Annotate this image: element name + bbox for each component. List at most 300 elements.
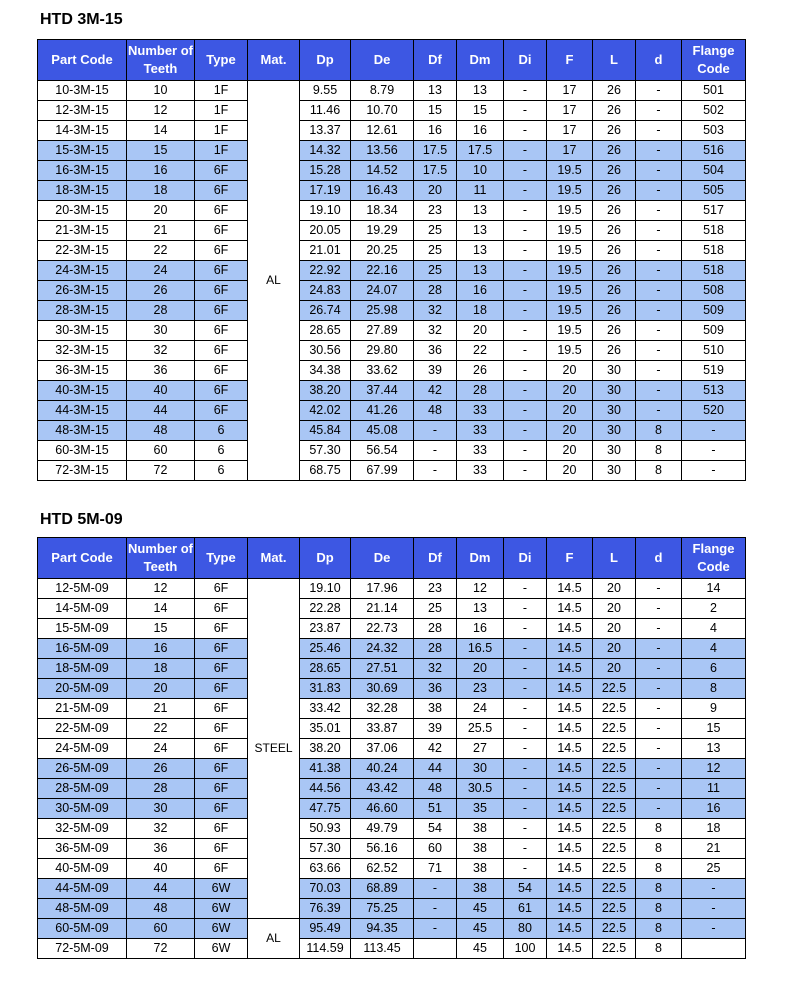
cell-dm: 18 [457, 301, 504, 321]
column-header-part-code: Part Code [38, 538, 127, 579]
cell-teeth: 21 [127, 699, 195, 719]
cell-df: 23 [414, 201, 457, 221]
cell-l: 26 [593, 261, 636, 281]
cell-l: 22.5 [593, 699, 636, 719]
cell-f: 20 [547, 461, 593, 481]
cell-dm: 17.5 [457, 141, 504, 161]
cell-dm: 33 [457, 441, 504, 461]
column-header-d: d [636, 40, 682, 81]
cell-dm: 27 [457, 739, 504, 759]
cell-part-code: 30-3M-15 [38, 321, 127, 341]
column-header-df: Df [414, 538, 457, 579]
cell-f: 19.5 [547, 221, 593, 241]
cell-l: 26 [593, 281, 636, 301]
cell-df: 54 [414, 819, 457, 839]
cell-dm: 30 [457, 759, 504, 779]
cell-d: - [636, 779, 682, 799]
table-row [38, 101, 746, 121]
cell-d: - [636, 261, 682, 281]
cell-flange-code: - [682, 919, 746, 939]
cell-di: - [504, 381, 547, 401]
cell-flange-code: 2 [682, 599, 746, 619]
cell-teeth: 24 [127, 261, 195, 281]
cell-type: 6F [195, 579, 248, 599]
cell-dp: 14.32 [300, 141, 351, 161]
cell-dm: 22 [457, 341, 504, 361]
cell-teeth: 48 [127, 899, 195, 919]
cell-de: 21.14 [351, 599, 414, 619]
cell-df: 25 [414, 599, 457, 619]
cell-dm: 16 [457, 619, 504, 639]
cell-part-code: 14-3M-15 [38, 121, 127, 141]
cell-l: 20 [593, 659, 636, 679]
cell-di: 100 [504, 939, 547, 959]
cell-teeth: 60 [127, 919, 195, 939]
cell-de: 41.26 [351, 401, 414, 421]
cell-df: 16 [414, 121, 457, 141]
cell-df: 42 [414, 381, 457, 401]
cell-part-code: 12-5M-09 [38, 579, 127, 599]
cell-de: 113.45 [351, 939, 414, 959]
cell-part-code: 48-5M-09 [38, 899, 127, 919]
cell-di: - [504, 839, 547, 859]
cell-de: 25.98 [351, 301, 414, 321]
column-header-type: Type [195, 40, 248, 81]
cell-de: 24.07 [351, 281, 414, 301]
column-header-number-of-teeth: Number of Teeth [127, 40, 195, 81]
cell-df: 32 [414, 301, 457, 321]
cell-d: 8 [636, 819, 682, 839]
cell-l: 22.5 [593, 759, 636, 779]
cell-teeth: 36 [127, 361, 195, 381]
cell-part-code: 24-5M-09 [38, 739, 127, 759]
cell-d: - [636, 221, 682, 241]
cell-part-code: 16-3M-15 [38, 161, 127, 181]
cell-d: - [636, 699, 682, 719]
cell-l: 22.5 [593, 839, 636, 859]
cell-flange-code: - [682, 461, 746, 481]
table-row [38, 579, 746, 599]
cell-f: 20 [547, 401, 593, 421]
cell-type: 1F [195, 121, 248, 141]
cell-f: 17 [547, 81, 593, 101]
cell-type: 6F [195, 819, 248, 839]
column-header-d: d [636, 538, 682, 579]
cell-part-code: 60-3M-15 [38, 441, 127, 461]
cell-dm: 33 [457, 401, 504, 421]
cell-dm: 15 [457, 101, 504, 121]
table-row [38, 619, 746, 639]
cell-l: 22.5 [593, 899, 636, 919]
cell-df: 36 [414, 341, 457, 361]
cell-f: 19.5 [547, 321, 593, 341]
cell-part-code: 26-5M-09 [38, 759, 127, 779]
cell-f: 19.5 [547, 261, 593, 281]
cell-di: - [504, 799, 547, 819]
cell-l: 22.5 [593, 859, 636, 879]
cell-teeth: 72 [127, 461, 195, 481]
cell-part-code: 24-3M-15 [38, 261, 127, 281]
cell-dm: 25.5 [457, 719, 504, 739]
cell-dm: 35 [457, 799, 504, 819]
cell-di: - [504, 639, 547, 659]
cell-l: 26 [593, 341, 636, 361]
cell-l: 26 [593, 141, 636, 161]
cell-flange-code: 513 [682, 381, 746, 401]
cell-di: - [504, 241, 547, 261]
column-header-flange-code: Flange Code [682, 538, 746, 579]
cell-d: 8 [636, 441, 682, 461]
cell-df: - [414, 879, 457, 899]
cell-l: 26 [593, 161, 636, 181]
cell-df: - [414, 461, 457, 481]
cell-l: 30 [593, 421, 636, 441]
cell-de: 37.06 [351, 739, 414, 759]
table-row [38, 699, 746, 719]
cell-di: - [504, 121, 547, 141]
cell-teeth: 24 [127, 739, 195, 759]
cell-f: 17 [547, 121, 593, 141]
cell-d: - [636, 181, 682, 201]
cell-teeth: 44 [127, 879, 195, 899]
cell-f: 14.5 [547, 839, 593, 859]
cell-f: 17 [547, 101, 593, 121]
cell-df: - [414, 899, 457, 919]
column-header-dm: Dm [457, 40, 504, 81]
cell-di: 80 [504, 919, 547, 939]
column-header-number-of-teeth: Number of Teeth [127, 538, 195, 579]
cell-type: 6F [195, 739, 248, 759]
cell-d: 8 [636, 899, 682, 919]
table-row [38, 819, 746, 839]
cell-f: 14.5 [547, 939, 593, 959]
cell-dp: 9.55 [300, 81, 351, 101]
cell-teeth: 18 [127, 659, 195, 679]
cell-d: - [636, 659, 682, 679]
cell-di: 54 [504, 879, 547, 899]
cell-di: - [504, 461, 547, 481]
cell-type: 6F [195, 381, 248, 401]
cell-type: 6 [195, 421, 248, 441]
cell-de: 37.44 [351, 381, 414, 401]
cell-teeth: 28 [127, 301, 195, 321]
column-header-type: Type [195, 538, 248, 579]
table-row [38, 361, 746, 381]
cell-teeth: 16 [127, 639, 195, 659]
cell-type: 6F [195, 201, 248, 221]
cell-teeth: 36 [127, 839, 195, 859]
cell-flange-code: 18 [682, 819, 746, 839]
cell-teeth: 15 [127, 141, 195, 161]
cell-di: - [504, 261, 547, 281]
cell-df: 60 [414, 839, 457, 859]
table-row [38, 461, 746, 481]
table-row [38, 441, 746, 461]
cell-di: - [504, 579, 547, 599]
cell-di: - [504, 301, 547, 321]
cell-l: 22.5 [593, 679, 636, 699]
cell-de: 68.89 [351, 879, 414, 899]
cell-dm: 38 [457, 859, 504, 879]
cell-de: 18.34 [351, 201, 414, 221]
cell-df: 48 [414, 779, 457, 799]
cell-dp: 25.46 [300, 639, 351, 659]
cell-part-code: 44-5M-09 [38, 879, 127, 899]
cell-l: 22.5 [593, 719, 636, 739]
cell-di: - [504, 619, 547, 639]
cell-dp: 47.75 [300, 799, 351, 819]
cell-di: - [504, 421, 547, 441]
cell-dm: 16 [457, 281, 504, 301]
cell-f: 19.5 [547, 201, 593, 221]
cell-type: 6W [195, 939, 248, 959]
cell-flange-code: 16 [682, 799, 746, 819]
material-cell: AL [248, 919, 300, 959]
cell-dm: 10 [457, 161, 504, 181]
cell-d: - [636, 401, 682, 421]
table-row [38, 859, 746, 879]
cell-dm: 16.5 [457, 639, 504, 659]
cell-d: 8 [636, 919, 682, 939]
cell-l: 26 [593, 101, 636, 121]
cell-dp: 42.02 [300, 401, 351, 421]
cell-dp: 95.49 [300, 919, 351, 939]
cell-l: 30 [593, 361, 636, 381]
cell-part-code: 16-5M-09 [38, 639, 127, 659]
cell-teeth: 20 [127, 679, 195, 699]
cell-dm: 28 [457, 381, 504, 401]
cell-di: - [504, 201, 547, 221]
cell-d: - [636, 301, 682, 321]
table-row [38, 301, 746, 321]
cell-flange-code: - [682, 899, 746, 919]
cell-part-code: 26-3M-15 [38, 281, 127, 301]
cell-l: 22.5 [593, 879, 636, 899]
cell-dp: 34.38 [300, 361, 351, 381]
cell-df: 38 [414, 699, 457, 719]
cell-de: 22.16 [351, 261, 414, 281]
cell-flange-code: 15 [682, 719, 746, 739]
cell-flange-code: - [682, 421, 746, 441]
cell-dp: 19.10 [300, 201, 351, 221]
cell-type: 6F [195, 599, 248, 619]
cell-dp: 70.03 [300, 879, 351, 899]
cell-di: - [504, 401, 547, 421]
cell-d: - [636, 579, 682, 599]
cell-teeth: 72 [127, 939, 195, 959]
cell-df: 17.5 [414, 161, 457, 181]
table-row [38, 421, 746, 441]
cell-de: 33.62 [351, 361, 414, 381]
cell-d: 8 [636, 421, 682, 441]
cell-flange-code: 4 [682, 639, 746, 659]
cell-flange-code: 518 [682, 261, 746, 281]
cell-type: 6W [195, 879, 248, 899]
cell-dm: 13 [457, 221, 504, 241]
column-header-mat: Mat. [248, 538, 300, 579]
cell-df: 25 [414, 261, 457, 281]
section-title-htd-3m-15: HTD 3M-15 [40, 11, 123, 28]
cell-f: 14.5 [547, 899, 593, 919]
cell-part-code: 36-5M-09 [38, 839, 127, 859]
column-header-dp: Dp [300, 538, 351, 579]
cell-dm: 16 [457, 121, 504, 141]
cell-teeth: 18 [127, 181, 195, 201]
cell-df: 28 [414, 639, 457, 659]
cell-teeth: 60 [127, 441, 195, 461]
cell-dm: 26 [457, 361, 504, 381]
cell-teeth: 26 [127, 281, 195, 301]
table-row [38, 341, 746, 361]
cell-f: 20 [547, 421, 593, 441]
cell-l: 22.5 [593, 819, 636, 839]
cell-f: 14.5 [547, 639, 593, 659]
cell-part-code: 21-5M-09 [38, 699, 127, 719]
cell-type: 6W [195, 919, 248, 939]
cell-part-code: 15-5M-09 [38, 619, 127, 639]
cell-de: 32.28 [351, 699, 414, 719]
cell-l: 26 [593, 121, 636, 141]
cell-flange-code: 8 [682, 679, 746, 699]
table-row [38, 261, 746, 281]
cell-part-code: 72-3M-15 [38, 461, 127, 481]
cell-de: 19.29 [351, 221, 414, 241]
cell-di: - [504, 859, 547, 879]
cell-dm: 11 [457, 181, 504, 201]
cell-d: - [636, 201, 682, 221]
cell-di: - [504, 759, 547, 779]
cell-dp: 38.20 [300, 381, 351, 401]
cell-flange-code: 518 [682, 241, 746, 261]
cell-part-code: 18-5M-09 [38, 659, 127, 679]
cell-di: - [504, 81, 547, 101]
cell-type: 1F [195, 141, 248, 161]
table-row [38, 221, 746, 241]
cell-di: - [504, 181, 547, 201]
cell-de: 67.99 [351, 461, 414, 481]
cell-di: - [504, 281, 547, 301]
cell-teeth: 14 [127, 121, 195, 141]
cell-dp: 44.56 [300, 779, 351, 799]
cell-dp: 15.28 [300, 161, 351, 181]
cell-l: 20 [593, 639, 636, 659]
cell-flange-code: 510 [682, 341, 746, 361]
cell-flange-code: 519 [682, 361, 746, 381]
cell-d: - [636, 739, 682, 759]
cell-di: - [504, 221, 547, 241]
cell-de: 20.25 [351, 241, 414, 261]
cell-type: 6W [195, 899, 248, 919]
cell-flange-code: - [682, 879, 746, 899]
cell-part-code: 40-5M-09 [38, 859, 127, 879]
cell-l: 26 [593, 81, 636, 101]
cell-d: - [636, 619, 682, 639]
cell-l: 22.5 [593, 739, 636, 759]
cell-dp: 26.74 [300, 301, 351, 321]
cell-dp: 68.75 [300, 461, 351, 481]
cell-df: 28 [414, 619, 457, 639]
cell-part-code: 44-3M-15 [38, 401, 127, 421]
cell-dp: 38.20 [300, 739, 351, 759]
cell-l: 26 [593, 321, 636, 341]
table-row [38, 161, 746, 181]
cell-df: - [414, 441, 457, 461]
cell-teeth: 22 [127, 719, 195, 739]
cell-f: 20 [547, 381, 593, 401]
cell-teeth: 32 [127, 819, 195, 839]
cell-d: - [636, 639, 682, 659]
cell-de: 10.70 [351, 101, 414, 121]
cell-di: 61 [504, 899, 547, 919]
table-row [38, 799, 746, 819]
cell-teeth: 28 [127, 779, 195, 799]
cell-de: 45.08 [351, 421, 414, 441]
cell-di: - [504, 819, 547, 839]
cell-dm: 38 [457, 879, 504, 899]
column-header-di: Di [504, 40, 547, 81]
cell-flange-code: 509 [682, 321, 746, 341]
column-header-di: Di [504, 538, 547, 579]
cell-de: 17.96 [351, 579, 414, 599]
cell-di: - [504, 719, 547, 739]
cell-dm: 13 [457, 81, 504, 101]
cell-type: 6F [195, 241, 248, 261]
cell-de: 27.89 [351, 321, 414, 341]
cell-d: - [636, 281, 682, 301]
cell-de: 24.32 [351, 639, 414, 659]
cell-flange-code: 502 [682, 101, 746, 121]
cell-dp: 19.10 [300, 579, 351, 599]
cell-l: 22.5 [593, 919, 636, 939]
cell-l: 26 [593, 241, 636, 261]
cell-type: 6F [195, 161, 248, 181]
cell-dm: 33 [457, 421, 504, 441]
cell-type: 6F [195, 839, 248, 859]
cell-part-code: 18-3M-15 [38, 181, 127, 201]
table-row [38, 879, 746, 899]
cell-df: 36 [414, 679, 457, 699]
cell-dm: 24 [457, 699, 504, 719]
cell-dp: 41.38 [300, 759, 351, 779]
column-header-dm: Dm [457, 538, 504, 579]
cell-de: 30.69 [351, 679, 414, 699]
cell-dp: 57.30 [300, 441, 351, 461]
table-row [38, 779, 746, 799]
cell-type: 6F [195, 639, 248, 659]
cell-flange-code [682, 939, 746, 959]
cell-dm: 30.5 [457, 779, 504, 799]
cell-teeth: 48 [127, 421, 195, 441]
cell-d: - [636, 101, 682, 121]
cell-type: 6F [195, 799, 248, 819]
cell-l: 26 [593, 181, 636, 201]
cell-df: 44 [414, 759, 457, 779]
cell-d: 8 [636, 461, 682, 481]
cell-part-code: 32-5M-09 [38, 819, 127, 839]
cell-d: - [636, 599, 682, 619]
cell-dp: 114.59 [300, 939, 351, 959]
cell-type: 6F [195, 619, 248, 639]
table-row [38, 201, 746, 221]
cell-l: 30 [593, 401, 636, 421]
cell-d: - [636, 679, 682, 699]
cell-de: 12.61 [351, 121, 414, 141]
cell-dm: 13 [457, 261, 504, 281]
cell-de: 22.73 [351, 619, 414, 639]
cell-dp: 17.19 [300, 181, 351, 201]
cell-di: - [504, 739, 547, 759]
cell-dp: 20.05 [300, 221, 351, 241]
